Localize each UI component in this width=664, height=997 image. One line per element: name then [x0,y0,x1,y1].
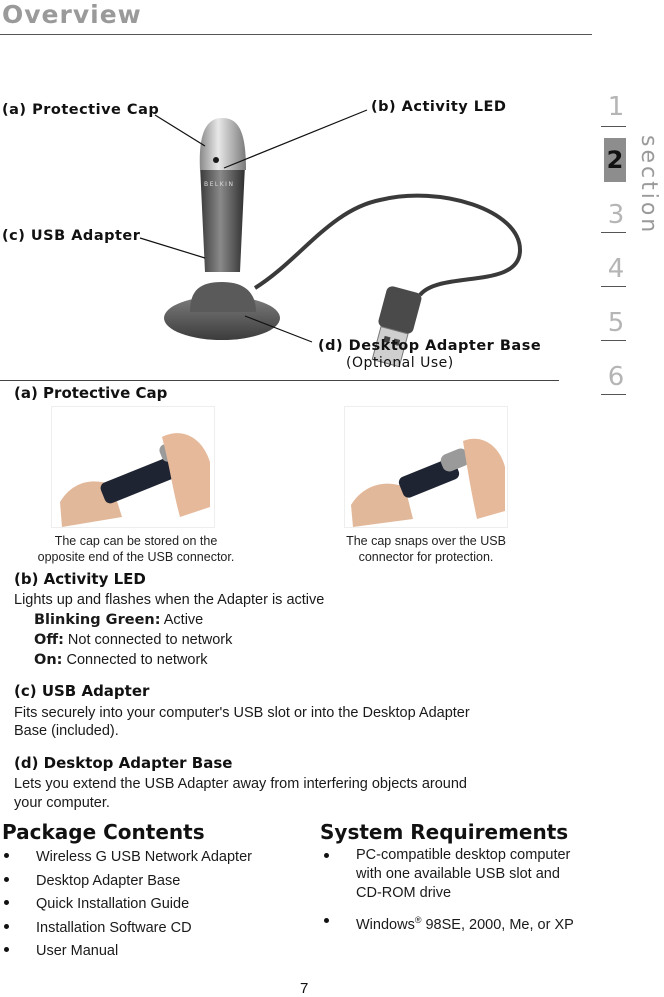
list-item: Desktop Adapter Base [0,870,300,894]
usb-adapter-heading: (c) USB Adapter [14,682,150,700]
led-state-value: Not connected to network [67,632,233,648]
led-state-label: Blinking Green: [34,612,161,628]
package-contents-list [0,846,300,964]
protective-cap-heading: (a) Protective Cap [14,384,168,402]
section-nav-item-4[interactable]: 4 [607,254,625,284]
leader-line-a [155,115,205,146]
desktop-base-text-2: your computer. [14,795,110,811]
led-state-on [34,650,208,670]
led-state-label: Off: [34,632,64,648]
section-nav-item-5[interactable]: 5 [607,308,625,338]
led-state-label: On: [34,652,63,668]
callout-desktop-base: (d) Desktop Adapter Base [318,338,542,354]
page-title: Overview [2,0,142,29]
leader-line-b [224,110,367,168]
desktop-base-heading: (d) Desktop Adapter Base [14,754,233,772]
requirement-line: CD-ROM drive [356,885,452,901]
section-nav-item-6[interactable]: 6 [607,362,625,392]
registered-mark: ® [414,915,422,925]
usb-adapter-text-2: Base (included). [14,723,119,739]
requirement-os-versions: 98SE, 2000, Me, or XP [421,916,574,933]
section-divider [601,232,626,233]
section-divider [601,394,626,395]
section-divider [601,286,626,287]
section-divider-line [0,380,559,381]
page-number: 7 [300,980,309,997]
caption-line: The cap can be stored on the [54,534,218,548]
usb-adapter-text-1: Fits securely into your computer's USB slot or into the Desktop Adapter [14,705,470,721]
list-item [320,911,620,935]
usb-cable [255,196,520,295]
caption-line: opposite end of the USB connector. [37,550,235,564]
led-state-off [34,630,232,650]
activity-led-heading: (b) Activity LED [14,570,146,588]
photo-cap-snapped [344,406,508,528]
section-nav-item-1[interactable]: 1 [607,92,625,122]
title-divider [0,34,592,35]
caption-line: connector for protection. [358,550,494,564]
photo-cap-stored [51,406,215,528]
activity-led-text: Lights up and flashes when the Adapter is active [14,592,325,608]
section-divider [601,340,626,341]
caption-cap-snapped [316,533,536,565]
caption-line: The cap snaps over the USB [346,534,506,548]
package-contents-heading: Package Contents [2,820,205,844]
section-nav-item-2[interactable]: 2 [606,146,624,174]
led-state-value: Active [163,612,204,628]
callout-usb-adapter: (c) USB Adapter [2,228,141,244]
section-nav-item-3[interactable]: 3 [607,200,625,230]
activity-led-dot [213,157,219,163]
requirement-os-name: Windows [356,916,415,933]
section-divider [601,126,626,127]
list-item: Installation Software CD [0,917,300,941]
system-requirements-list [320,846,620,935]
callout-protective-cap: (a) Protective Cap [2,102,160,118]
requirement-line: PC-compatible desktop computer [356,847,571,863]
leader-line-c [140,238,205,258]
list-item: User Manual [0,940,300,964]
list-item [320,846,620,903]
requirement-line: with one available USB slot and [356,866,560,882]
desktop-base-text-1: Lets you extend the USB Adapter away from interfering objects around [14,776,467,792]
list-item: Quick Installation Guide [0,893,300,917]
callout-desktop-base-sub: (Optional Use) [346,355,454,371]
led-state-blinking [34,610,203,630]
device-brand: BELKIN [204,181,235,188]
led-state-value: Connected to network [66,652,208,668]
section-label: section [636,135,661,236]
caption-cap-stored [10,533,262,565]
system-requirements-heading: System Requirements [320,820,569,844]
callout-activity-led: (b) Activity LED [371,99,507,115]
list-item: Wireless G USB Network Adapter [0,846,300,870]
